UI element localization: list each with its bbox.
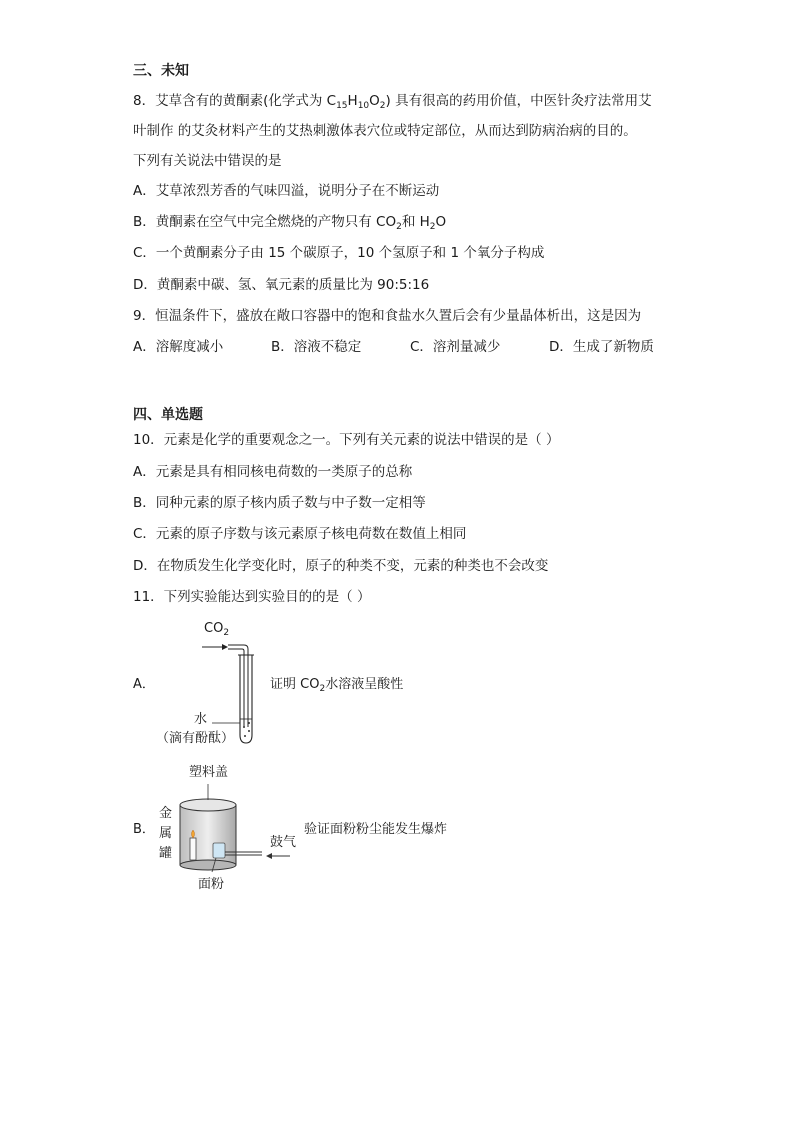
dust-explosion-diagram xyxy=(150,760,310,900)
q11-option-b-caption: 验证面粉粉尘能发生爆炸 xyxy=(304,822,448,837)
q9-option-c: C．溶剂量减少 xyxy=(410,339,501,355)
arrow-head-icon xyxy=(222,644,228,650)
metal-can xyxy=(180,805,236,865)
q8-option-c: C．一个黄酮素分子由 15 个碳原子，10 个氢原子和 1 个氧分子构成 xyxy=(133,245,545,261)
q8-option-a: A．艾草浓烈芳香的气味四溢，说明分子在不断运动 xyxy=(133,183,440,199)
q10-option-b: B．同种元素的原子核内质子数与中子数一定相等 xyxy=(133,495,426,511)
q9-option-d: D．生成了新物质 xyxy=(549,339,654,355)
can-label-1: 金 xyxy=(159,806,173,821)
q11-option-b-letter: B． xyxy=(133,822,155,837)
delivery-tube xyxy=(228,645,248,727)
blow-label: 鼓气 xyxy=(270,835,297,850)
q8-stem-line1: 8．艾草含有的黄酮素(化学式为 $C_{15}H_{10}O_2$) 具有很高的药用价值，中医针灸疗法常用艾 xyxy=(133,93,652,111)
water-label: 水 xyxy=(194,712,208,727)
q9-option-b: B．溶液不稳定 xyxy=(271,339,362,355)
q10-stem: 10．元素是化学的重要观念之一。下列有关元素的说法中错误的是（ ） xyxy=(133,432,560,448)
candle xyxy=(190,838,196,860)
q11-figure-a xyxy=(150,615,280,755)
can-label-3: 罐 xyxy=(159,846,173,861)
q11-figure-b xyxy=(150,760,310,900)
section-heading-4: 四、单选题 xyxy=(133,407,203,423)
q10-option-a: A．元素是具有相同核电荷数的一类原子的总称 xyxy=(133,464,413,480)
test-tube xyxy=(240,655,252,743)
can-label-2: 属 xyxy=(159,826,173,841)
section-heading-3: 三、未知 xyxy=(133,63,189,79)
q8-option-d: D．黄酮素中碳、氢、氧元素的质量比为 90:5:16 xyxy=(133,277,430,293)
q9-option-a: A．溶解度减小 xyxy=(133,339,224,355)
flour-label: 面粉 xyxy=(198,877,225,892)
q11-option-a-caption: 证明 $CO_2$水溶液呈酸性 xyxy=(270,677,404,694)
q10-option-d: D．在物质发生化学变化时，原子的种类不变，元素的种类也不会改变 xyxy=(133,558,549,574)
q11-stem: 11．下列实验能达到实验目的的是（ ） xyxy=(133,589,371,605)
q8-option-b: B．黄酮素在空气中完全燃烧的产物只有 $CO_2$和 $H_2O$ xyxy=(133,214,447,232)
lid-label: 塑料盖 xyxy=(189,765,229,780)
q10-option-c: C．元素的原子序数与该元素原子核电荷数在数值上相同 xyxy=(133,526,467,542)
indicator-label: （滴有酚酞） xyxy=(156,731,235,746)
q8-stem-line2: 叶制作 的艾灸材料产生的艾热刺激体表穴位或特定部位，从而达到防病治病的目的。 xyxy=(133,123,637,139)
q8-stem-line3: 下列有关说法中错误的是 xyxy=(133,153,282,169)
arrow-head-icon xyxy=(266,853,272,859)
gas-label: $CO_2$ xyxy=(204,621,230,638)
plastic-lid xyxy=(180,799,236,811)
q9-options xyxy=(133,338,693,356)
q9-stem: 9．恒温条件下，盛放在敞口容器中的饱和食盐水久置后会有少量晶体析出，这是因为 xyxy=(133,308,642,324)
q11-option-a-letter: A． xyxy=(133,677,155,692)
flour-cup xyxy=(213,843,225,858)
